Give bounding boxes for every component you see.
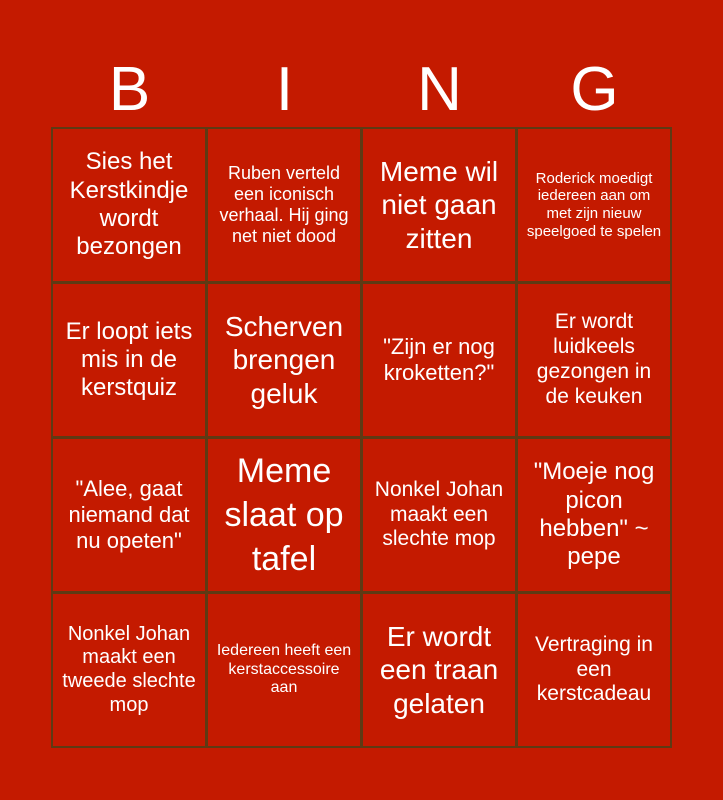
bingo-cell[interactable]: "Alee, gaat niemand dat nu opeten" bbox=[51, 437, 207, 593]
bingo-cell[interactable]: "Moeje nog picon hebben" ~ pepe bbox=[516, 437, 672, 593]
bingo-cell[interactable]: Ruben verteld een iconisch verhaal. Hij ging net niet dood bbox=[206, 127, 362, 283]
header-letter-b: B bbox=[108, 55, 151, 124]
bingo-cell[interactable]: Er wordt luidkeels gezongen in de keuken bbox=[516, 282, 672, 438]
bingo-cell[interactable]: Meme wil niet gaan zitten bbox=[361, 127, 517, 283]
header-letter-g: G bbox=[570, 55, 619, 124]
bingo-cell[interactable]: Meme slaat op tafel bbox=[206, 437, 362, 593]
bingo-cell[interactable]: Roderick moedigt iedereen aan om met zijn nieuw speelgoed te spelen bbox=[516, 127, 672, 283]
bingo-cell[interactable]: Iedereen heeft een kerstaccessoire aan bbox=[206, 592, 362, 748]
bingo-cell[interactable]: Sies het Kerstkindje wordt bezongen bbox=[51, 127, 207, 283]
bingo-cell[interactable]: Nonkel Johan maakt een slechte mop bbox=[361, 437, 517, 593]
header-letter-n: N bbox=[417, 55, 462, 124]
bingo-cell[interactable]: Nonkel Johan maakt een tweede slechte mop bbox=[51, 592, 207, 748]
header-letter-i: I bbox=[275, 55, 294, 124]
bingo-cell[interactable]: Er wordt een traan gelaten bbox=[361, 592, 517, 748]
bingo-cell[interactable]: Er loopt iets mis in de kerstquiz bbox=[51, 282, 207, 438]
bingo-cell[interactable]: Vertraging in een kerstcadeau bbox=[516, 592, 672, 748]
bingo-cell[interactable]: "Zijn er nog kroketten?" bbox=[361, 282, 517, 438]
bingo-header bbox=[52, 52, 672, 128]
bingo-cell[interactable]: Scherven brengen geluk bbox=[206, 282, 362, 438]
bingo-board bbox=[52, 128, 672, 748]
